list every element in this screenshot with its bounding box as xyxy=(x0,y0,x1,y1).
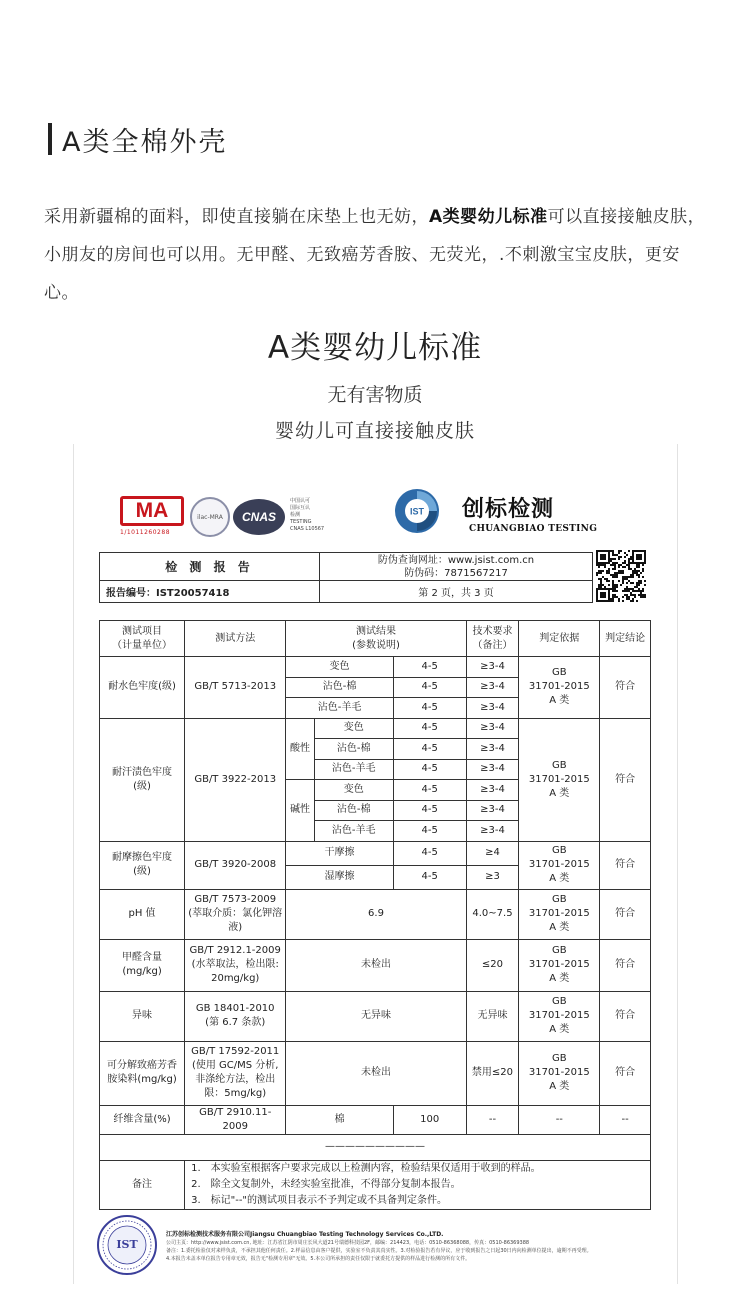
table-row: 沾色-棉 4-5 ≥3-4 xyxy=(100,739,651,760)
acid-label: 酸性 xyxy=(286,718,314,780)
alkali-label: 碱性 xyxy=(286,780,314,842)
company-name-en: CHUANGBIAO TESTING xyxy=(469,524,598,534)
ilac-mra-logo: ilac-MRA xyxy=(190,497,230,537)
separator-line: —————————— xyxy=(100,1134,651,1160)
results-table xyxy=(99,620,651,1210)
page-info: 第 2 页，共 3 页 xyxy=(320,581,593,603)
report-caption: 检 测 报 告 xyxy=(100,553,320,581)
table-row: 沾色-羊毛 4-5 ≥3-4 xyxy=(100,759,651,780)
table-row: 沾色-羊毛 4-5 ≥3-4 xyxy=(100,821,651,842)
cma-mark: MA xyxy=(120,496,184,526)
cma-number: 1/1011260288 xyxy=(120,529,171,536)
standard-line-1: 无有害物质 xyxy=(327,384,423,406)
table-row: 沾色-羊毛 4-5 ≥3-4 xyxy=(100,698,651,719)
footer-line-3: 备注：1.委托检验仅对来样负责，不承担其他任何责任。2.样品信息由客户提供，实验室不负责其真实性。3.对检验报告若有异议，应于收到报告之日起30日内向检测单位提出，逾期不再受理。 xyxy=(166,1248,592,1254)
table-row: 沾色-棉 4-5 ≥3-4 xyxy=(100,800,651,821)
intro-text-2: 可以直接接触皮肤，小朋友的房间也可以用。无甲醛、无致癌芳香胺、无荧光，.不刺激宝宝皮肤，更安心。 xyxy=(44,207,706,303)
table-row: 甲醛含量 (mg/kg) GB/T 2912.1-2009 (水萃取法，检出限: 20mg/kg) 未检出 ≤20 GB 31701-2015 A 类 符合 xyxy=(100,939,651,991)
table-row: 沾色-棉 4-5 ≥3-4 xyxy=(100,677,651,698)
standard-line-2: 婴幼儿可直接接触皮肤 xyxy=(274,420,475,442)
remark-2: 2. 除全文复制外，未经实验室批准，不得部分复制本报告。 xyxy=(191,1178,461,1190)
intro-paragraph xyxy=(44,198,712,312)
table-row xyxy=(100,1134,651,1160)
footer-company: 江苏创标检测技术服务有限公司Jiangsu Chuangbiao Testing Technology Services Co.,LTD. xyxy=(166,1231,444,1238)
footer-line-4: 4.本报告未盖本单位报告专用章无效，报告无"检测专用章"无效。5.本公司所承担的责任仅限于就委托方提供的样品进行检测的所有文件。 xyxy=(166,1256,471,1262)
table-row: 耐摩擦色牢度 (级) GB/T 3920-2008 干摩擦 4-5 ≥4 GB 31701-2015 A 类 符合 xyxy=(100,841,651,865)
table-row: 异味 GB 18401-2010 (第 6.7 条款) 无异味 无异味 GB 31701-2015 A 类 符合 xyxy=(100,991,651,1041)
verify-url: 防伪查询网址：www.jsist.com.cn xyxy=(377,554,535,566)
svg-text:IST: IST xyxy=(116,1238,138,1251)
intro-bold: A类婴幼儿标准 xyxy=(429,207,548,227)
company-name-cn: 创标检测 xyxy=(462,497,555,522)
cma-logo xyxy=(120,496,188,542)
title-bar xyxy=(48,123,52,155)
table-row: 碱性 变色 4-5 ≥3-4 xyxy=(100,780,651,801)
test-report-image xyxy=(73,444,678,1284)
header-basis: 判定依据 xyxy=(519,621,600,657)
cnas-caption: 中国认可 国际互认 检测 TESTING CNAS L10567 xyxy=(290,498,325,532)
report-number: 报告编号：IST20057418 xyxy=(100,581,320,603)
ist-seal-icon xyxy=(96,1214,158,1276)
section-title xyxy=(48,122,227,156)
table-row: 耐水色牢度(级) GB/T 5713-2013 变色 4-5 ≥3-4 GB 31701-2015 A 类 符合 xyxy=(100,657,651,678)
footer-line-2: 公司主页：http://www.jsist.com.cn, 地址：江苏省江阴市周庄长风大道21号瑞德科技园2F，邮编：214423，电话：0510-86368088，传真：0510-86369388 xyxy=(166,1240,530,1246)
section-title-text: A类全棉外壳 xyxy=(62,126,228,158)
header-method: 测试方法 xyxy=(185,621,286,657)
report-footer xyxy=(166,1231,666,1263)
header-item: 测试项目 （计量单位） xyxy=(100,621,185,657)
ist-logo-icon xyxy=(394,488,440,534)
verify-code: 防伪码：7871567217 xyxy=(404,567,508,579)
header-requirement: 技术要求 （备注） xyxy=(466,621,519,657)
table-row: 可分解致癌芳香 胺染料(mg/kg) GB/T 17592-2011 (使用 GC/MS 分析, 非涤纶方法，检出 限：5mg/kg) 未检出 禁用≤20 GB 31701-2015 A 类 符合 xyxy=(100,1041,651,1105)
remarks-row xyxy=(100,1160,651,1209)
table-row: 纤维含量(%) GB/T 2910.11-2009 棉 100 -- -- -- xyxy=(100,1105,651,1134)
table-row: 耐汗渍色牢度 (级) GB/T 3922-2013 酸性 变色 4-5 ≥3-4 GB 31701-2015 A 类 符合 xyxy=(100,718,651,739)
header-verdict: 判定结论 xyxy=(600,621,651,657)
intro-text-1: 采用新疆棉的面料，即使直接躺在床垫上也无妨， xyxy=(44,207,429,227)
svg-text:IST: IST xyxy=(409,506,425,517)
header-result: 测试结果 (参数说明) xyxy=(286,621,466,657)
remark-3: 3. 标记"--"的测试项目表示不予判定或不具备判定条件。 xyxy=(191,1194,448,1206)
table-row: pH 值 GB/T 7573-2009 (萃取介质：氯化钾溶 液) 6.9 4.0~7.5 GB 31701-2015 A 类 符合 xyxy=(100,889,651,939)
qr-code-icon xyxy=(596,550,646,602)
standard-title: A类婴幼儿标准 xyxy=(267,330,483,366)
remark-1: 1. 本实验室根据客户要求完成以上检测内容，检验结果仅适用于收到的样品。 xyxy=(191,1162,541,1174)
table-row: 湿摩擦 4-5 ≥3 xyxy=(100,865,651,889)
cnas-logo: CNAS xyxy=(233,499,285,535)
report-header-table xyxy=(99,552,593,603)
remark-label: 备注 xyxy=(100,1160,185,1209)
